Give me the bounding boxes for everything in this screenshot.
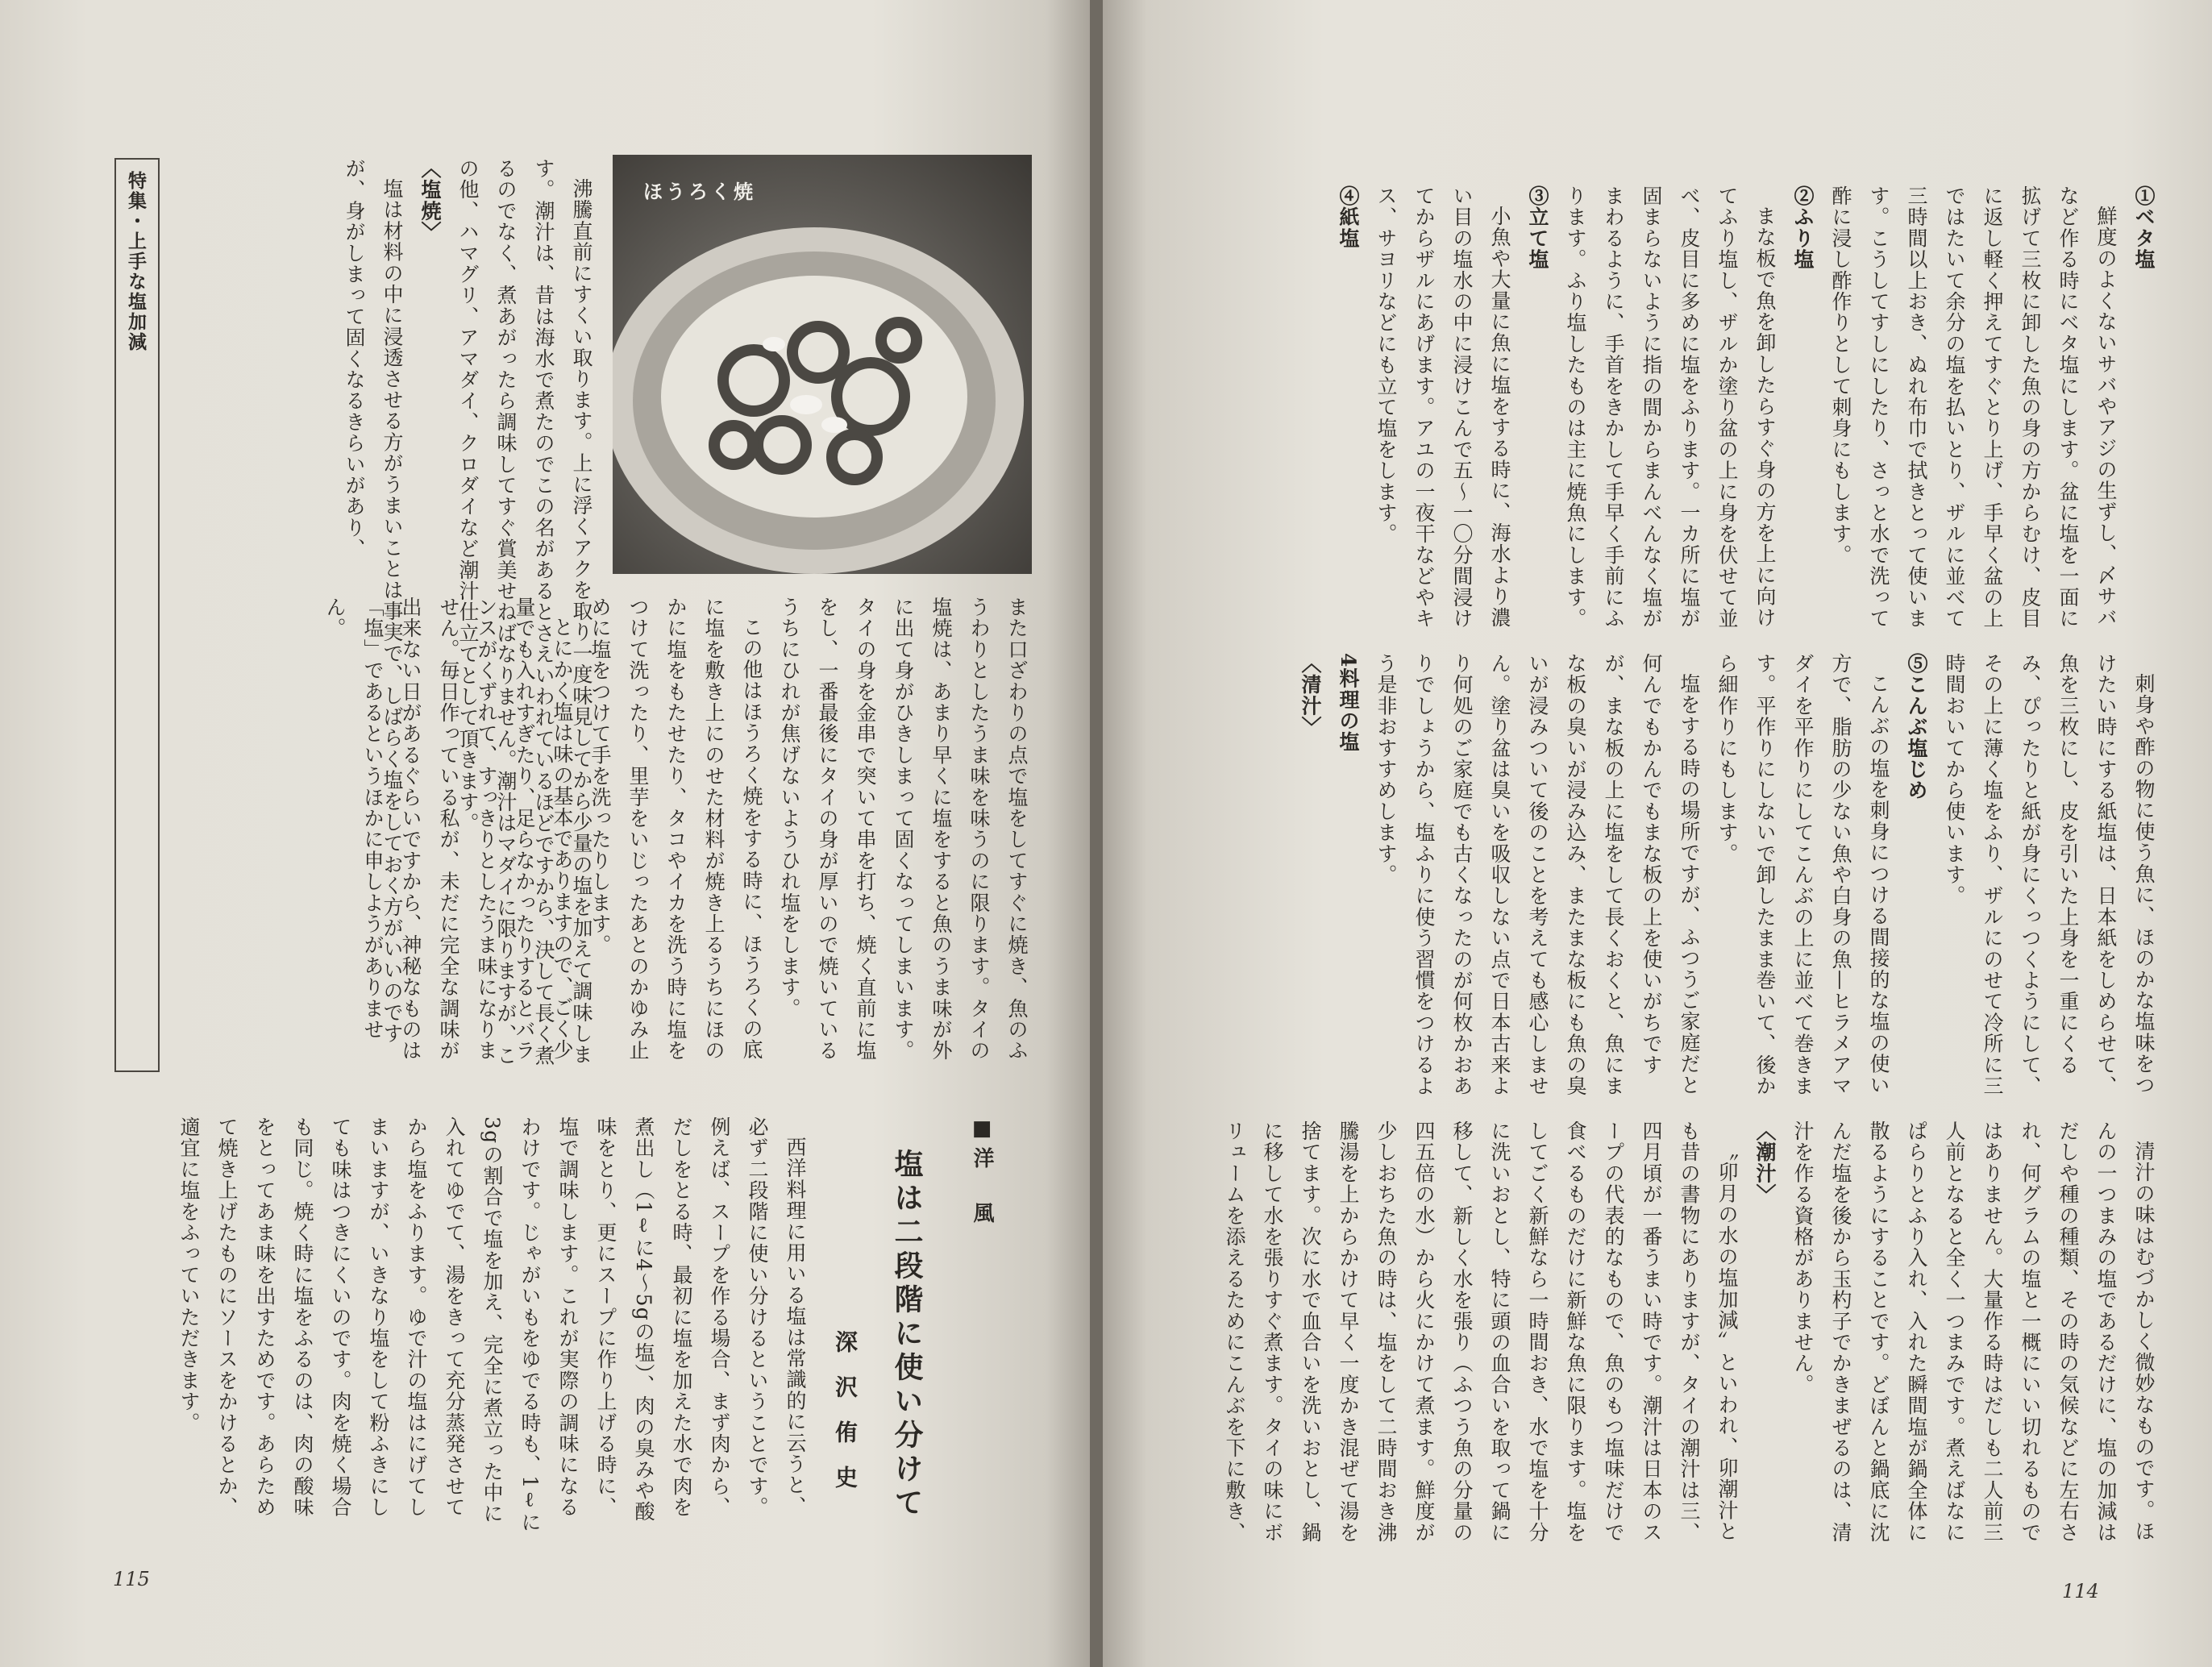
right-col-middle: [1151, 653, 2163, 1104]
paragraph: とにかく塩は味の基本でありますので、ごく少量でも入れすぎたり、足らなかったりするとバランスがくずれて、すっきりとしたうま味になりません。毎日作っている私が、未だに完全な調味が出来ない日があるぐらいですから、神秘なものは「塩」であるというほかに申しようがありません。: [323, 597, 574, 1062]
section-heading: ③立て塩: [1526, 185, 1549, 270]
series-tag-box: [114, 158, 160, 1072]
book-gutter: [1090, 0, 1103, 1667]
right-col-bottom: [1151, 1120, 2163, 1556]
paragraph: まな板で魚を卸したらすぐ身の方を上に向けてふり塩し、ザルか塗り盆の上に身を伏せて並べ、皮目に多めに塩をふります。一カ所に塩が固まらないように指の間からまんべんなく塩がまわるように、手首をきかして手早く手前にふります。ふり塩したものは主に焼魚にします。: [1564, 185, 1777, 630]
paragraph: 清汁の味はむづかしく微妙なものです。ほんの一つまみの塩であるだけに、塩の加減はだしや種の種類、その時の気候などに左右され、何グラムの塩と一概にいい切れるものではありません。大量作る時はだしも二人前三人前となると全く一つまみです。煮えばなにぱらりとふり入れ、入れた瞬間塩が鍋全体に散るようにすることです。どぼんと鍋底に沈んだ塩を後から玉杓子でかきまぜるのは、清汁を作る資格がありません。: [1791, 1120, 2156, 1543]
paragraph: 塩をする時の場所ですが、ふつうご家庭だと何んでもかんでもまな板の上を使いがちですが、まな板の上に塩をして長くおくと、魚にまな板の臭いが浸み込み、またまな板にも魚の臭いが浸みついて後のことを考えても感心しません。塗り盆は臭いを吸収しない点で日本古来より何処のご家庭でも古くなったのが何枚かおありでしょうから、塩ふりに使う習慣をつけるよう是非おすすめします。: [1374, 653, 1701, 1097]
article-title: 塩は二段階に使い分けて: [890, 1149, 924, 1521]
section-heading: 〈潮汁〉: [1753, 1120, 1777, 1205]
series-tag: 特集・上手な塩加減: [125, 171, 146, 352]
paragraph: こんぶの塩を刺身につける間接的な塩の使い方で、脂肪の少ない魚や白身の魚—ヒラメアマダイを平作りにしてこんぶの上に並べて巻きます。平作りにしないで卸したまま巻いて、後から細作りにもします。: [1715, 653, 1890, 1097]
paragraph: 〝卯月の水の塩加減〟といわれ、卯潮汁とも昔の書物にありますが、タイの潮汁は三、四月頃が一番うまい時です。潮汁は日本のスープの代表的なもので、魚のもつ塩味だけで食べるものだけに新鮮な魚に限ります。塩をしてごく新鮮なら一時間おき、水で塩を十分に洗いおとし、特に頭の血合いを取って鍋に移して、新しく水を張り（ふつう魚の分量の四五倍の水）から火にかけて煮ます。鮮度が少しおちた魚の時は、塩をして二時間おき沸騰湯を上からかけて早く一度かき混ぜて湯を捨てます。次に水で血合いを洗いおとし、鍋に移して水を張りすぐ煮ます。タイの味にボリュームを添えるためにこんぶを下に敷き、: [1223, 1120, 1739, 1543]
horoku-photo: [613, 155, 1032, 574]
section-heading: ⑤こんぶ塩じめ: [1905, 653, 1928, 801]
paragraph: 刺身や酢の物に使う魚に、ほのかな塩味をつけたい時にする紙塩は、日本紙をしめらせて、魚を三枚にし、皮を引いた上身を一重にくるみ、ぴったりと紙が身にくっつくようにして、その上に薄く塩をふり、ザルにのせて冷所に三時間おいてから使います。: [1943, 653, 2156, 1097]
right-col-top: [1147, 185, 2163, 637]
section-heading: ①ベタ塩: [2132, 185, 2156, 270]
paragraph: 沸騰直前にすくい取ります。上に浮くアクを取り一度味見してから少量の塩を加えて調味します。潮汁は、昔は海水で煮たのでこの名があるとさえいわれているほどですから、決して長く煮るのでなく、煮あがったら調味してすぐ賞美せねばなりません。潮汁はマダイに限りますが、この他、ハマグリ、アマダイ、クロダイなど潮汁仕立てとして頂きます。: [456, 158, 593, 1066]
paragraph: 鮮度のよくないサバやアジの生ずし、〆サバなど作る時にベタ塩にします。盆に塩を一面に拡げて三枚に卸した魚の身の方からむけ、皮目に返し軽く押えてすぐとり上げ、手早く盆の上ではたいて余分の塩を払いとり、ザルに並べて三時間以上おき、ぬれ布巾で拭きとって使います。こうしてすしにしたり、さっと水で洗って酢に浸し酢作りとして刺身にもします。: [1829, 185, 2118, 630]
section-heading: ②ふり塩: [1791, 185, 1815, 270]
page-number: 114: [2062, 1580, 2099, 1603]
section-heading: 〈塩焼〉: [418, 158, 442, 243]
paragraph: 小魚や大量に魚に塩をする時に、海水より濃い目の塩水の中に浸けこんで五〜一〇分間浸けてからザルにあげます。アユの一夜干などやキス、サヨリなどにも立て塩をします。: [1374, 185, 1511, 630]
page-number: 115: [113, 1568, 150, 1590]
paragraph: 西洋料理に用いる塩は常識的に云うと、必ず二段階に使い分けるということです。例えば、スープを作る場合、まず肉から、だしをとる時、最初に塩を加えた水で肉を煮出し（1ℓに4〜5gの塩）、肉の臭みや酸味をとり、更にスープに作り上げる時に、塩で調味します。これが実際の調味になるわけです。じゃがいもをゆでる時も、1ℓに3gの割合で塩を加え、完全に煮立った中に入れてゆでて、湯をきって充分蒸発させてから塩をふります。ゆで汁の塩はにげてしまいますが、いきなり塩をして粉ふきにしても味はつきにくいのです。肉を焼く場合も同じ。焼く時に塩をふるのは、肉の酸味をとってあま味を出すためです。あらためて焼き上げたものにソースをかけるとか、適宜に塩をふっていただきます。: [177, 1116, 807, 1533]
left-page: [0, 0, 1090, 1667]
photo-caption: ほうろく焼: [643, 181, 756, 203]
left-col-middle: [181, 597, 1036, 1072]
article-author: 深沢侑史: [832, 1330, 859, 1511]
paragraph: また口ざわりの点で塩をしてすぐに焼き、魚のふうわりとしたうま味を味うのに限ります。タイの塩焼は、あまり早くに塩をすると魚のうま味が外に出て身がひきしまって固くなってしまいます。タイの身を金串で突いて串を打ち、焼く直前に塩をし、一番最後にタイの身が厚いので焼いているうちにひれが焦げないようひれ塩をします。: [778, 597, 1029, 1062]
section-heading: ④紙塩: [1337, 185, 1360, 249]
left-col-bottom: [105, 1116, 814, 1536]
section-heading: 〈清汁〉: [1299, 653, 1322, 738]
paragraph: 塩は材料の中に浸透させる方がうまいことは事実で、しばらく塩をしておく方がいいのですが、身がしまって固くなるきらいがあり、: [343, 158, 404, 1045]
right-page: [1103, 0, 2212, 1667]
horoku-dish-illustration: [613, 155, 1032, 574]
section-label: ■洋 風: [970, 1116, 994, 1229]
paragraph: この他はほうろく焼をする時に、ほうろくの底に塩を敷き上にのせた材料が焼き上るうちにほのかに塩をもたせたり、タコやイカを洗う時に塩をつけて洗ったり、里芋をいじったあとのかゆみ止めに塩をつけて手を洗ったりします。: [588, 597, 763, 1062]
section-heading: 4料理の塩: [1337, 653, 1360, 753]
